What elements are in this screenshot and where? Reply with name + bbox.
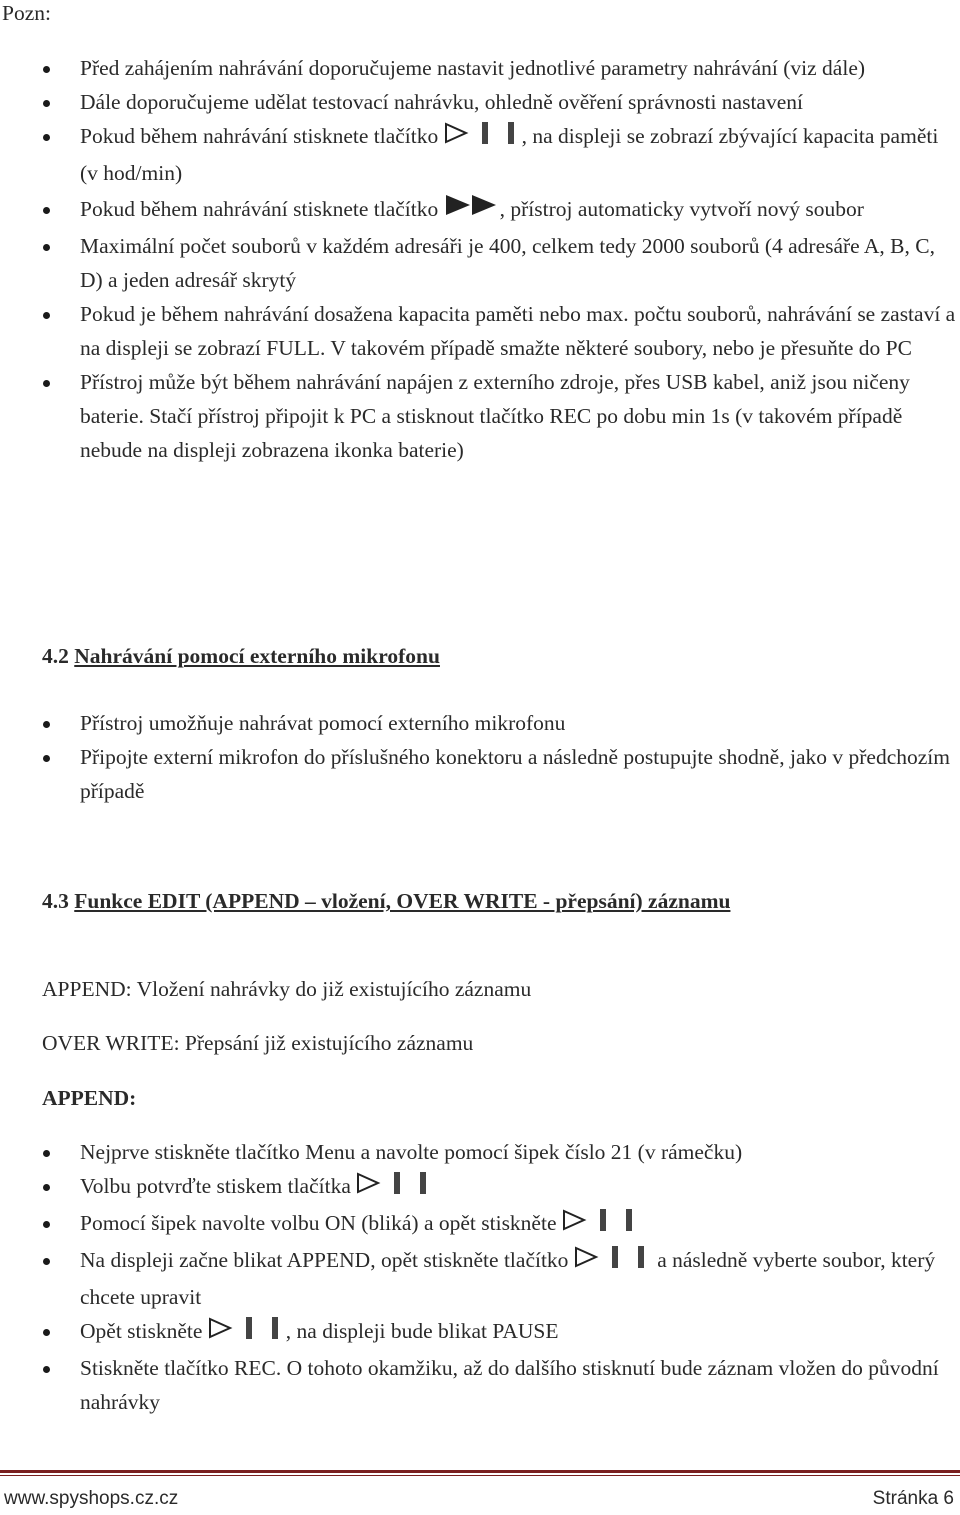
section-4-2-heading: 4.2 Nahrávání pomocí externího mikrofonu	[42, 644, 440, 668]
list-item: Přístroj může být během nahrávání napájen z externího zdroje, přes USB kabel, aniž jsou ničeny baterie. Stačí přístroj připojit k PC a stisknout tlačítko REC po dobu min 1s (v takovém případě nebude na displeji zobrazena ikonka baterie)	[0, 365, 960, 467]
play-pause-icon	[208, 1315, 286, 1351]
overwrite-definition: OVER WRITE: Přepsání již existujícího záznamu	[42, 1031, 474, 1055]
list-item: Pomocí šipek navolte volbu ON (bliká) a opět stiskněte	[0, 1206, 960, 1243]
notes-list	[0, 51, 960, 467]
list-item: Pokud během nahrávání stisknete tlačítko , přístroj automaticky vytvoří nový soubor	[0, 192, 960, 229]
list-item: Nejprve stiskněte tlačítko Menu a navolte pomocí šipek číslo 21 (v rámečku)	[0, 1135, 960, 1169]
list-item: Přístroj umožňuje nahrávat pomocí externího mikrofonu	[0, 706, 960, 740]
section-4-2-title: Nahrávání pomocí externího mikrofonu	[74, 644, 440, 668]
list-item: Na displeji začne blikat APPEND, opět stiskněte tlačítko a následně vyberte soubor, který chcete upravit	[0, 1243, 960, 1314]
section-4-2-list	[0, 706, 960, 808]
list-item: Před zahájením nahrávání doporučujeme nastavit jednotlivé parametry nahrávání (viz dále)	[0, 51, 960, 85]
append-steps	[0, 1135, 960, 1419]
play-pause-icon	[444, 120, 522, 156]
play-pause-icon	[356, 1170, 434, 1206]
page-number: Stránka 6	[872, 1488, 954, 1509]
play-pause-icon	[562, 1207, 640, 1243]
list-item: Volbu potvrďte stiskem tlačítka	[0, 1169, 960, 1206]
list-item: Opět stiskněte , na displeji bude blikat PAUSE	[0, 1314, 960, 1351]
append-definition: APPEND: Vložení nahrávky do již existujícího záznamu	[42, 977, 532, 1001]
section-4-3-title: Funkce EDIT (APPEND – vložení, OVER WRITE - přepsání) záznamu	[74, 889, 731, 913]
play-pause-icon	[574, 1244, 652, 1280]
footer-website: www.spyshops.cz.cz	[4, 1488, 179, 1509]
list-item: Pokud během nahrávání stisknete tlačítko , na displeji se zobrazí zbývající kapacita paměti (v hod/min)	[0, 119, 960, 190]
list-item: Dále doporučujeme udělat testovací nahrávku, ohledně ověření správnosti nastavení	[0, 85, 960, 119]
list-item: Stiskněte tlačítko REC. O tohoto okamžiku, až do dalšího stisknutí bude záznam vložen do původní nahrávky	[0, 1351, 960, 1419]
list-item: Pokud je během nahrávání dosažena kapacita paměti nebo max. počtu souborů, nahrávání se zastaví a na displeji se zobrazí FULL. V takovém případě smažte některé soubory, nebo je přesuňte do PC	[0, 297, 960, 365]
section-4-3-heading: 4.3 Funkce EDIT (APPEND – vložení, OVER WRITE - přepsání) záznamu	[42, 889, 731, 913]
append-heading: APPEND:	[42, 1086, 137, 1110]
list-item: Maximální počet souborů v každém adresáři je 400, celkem tedy 2000 souborů (4 adresáře A, B, C, D) a jeden adresář skrytý	[0, 229, 960, 297]
footer-rule	[0, 1470, 960, 1473]
footer-rule-thin	[0, 1475, 960, 1476]
fast-forward-icon	[444, 193, 500, 229]
notes-label: Pozn:	[2, 1, 51, 25]
list-item: Připojte externí mikrofon do příslušného konektoru a následně postupujte shodně, jako v předchozím případě	[0, 740, 960, 808]
